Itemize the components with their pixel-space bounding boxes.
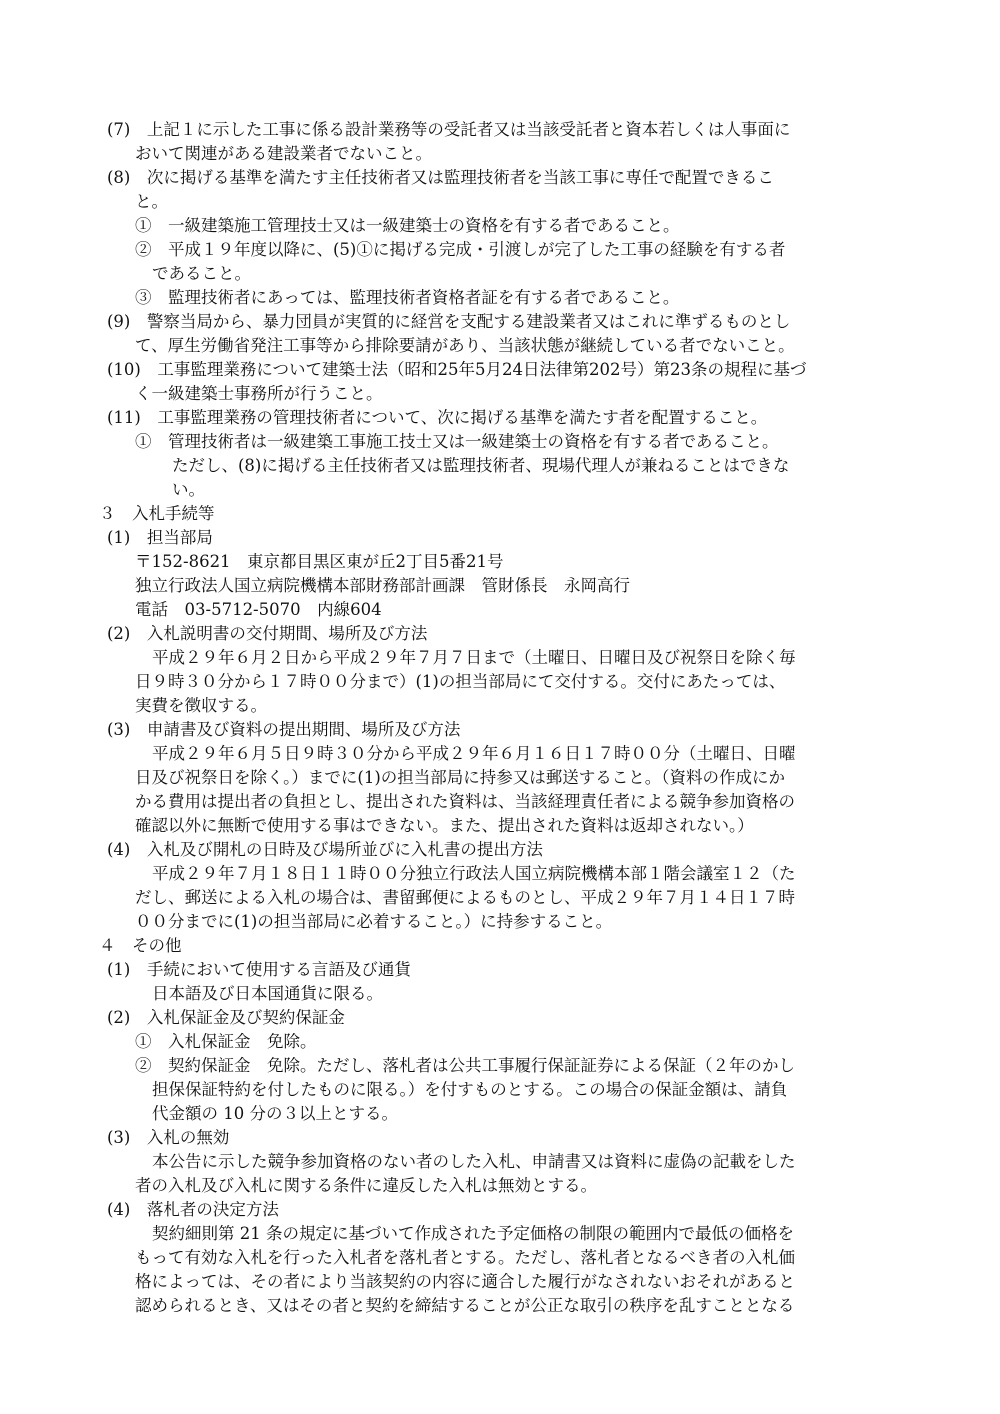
item-8-line-1: (8) 次に掲げる基準を満たす主任技術者又は監理技術者を当該工事に専任で配置できるこ (107, 168, 774, 187)
sec3-item-3-body-4: 確認以外に無断で使用する事はできない。また、提出された資料は返却されない。） (135, 816, 754, 835)
sec4-item-3-body-2: 者の入札及び入札に関する条件に違反した入札は無効とする。 (135, 1176, 597, 1195)
sec4-item-4-body-2: もって有効な入札を行った入札者を落札者とする。ただし、落札者となるべき者の入札価 (135, 1248, 795, 1267)
sec3-item-4-body-3: ００分までに(1)の担当部局に必着すること。）に持参すること。 (135, 912, 613, 931)
sec3-item-3-body-2: 日及び祝祭日を除く。）までに(1)の担当部局に持参又は郵送すること。（資料の作成にか (135, 768, 786, 787)
sec4-item-2-sub-2-line-3: 代金額の 10 分の３以上とする。 (152, 1104, 398, 1123)
item-10-line-1: (10) 工事監理業務について建築士法（昭和25年5月24日法律第202号）第23条の規程に基づ (107, 360, 807, 379)
item-8-sub-2-line-2: であること。 (152, 264, 251, 283)
item-11-sub-1-note-2: い。 (172, 480, 205, 499)
sec3-item-4-body-2: だし、郵送による入札の場合は、書留郵便によるものとし、平成２９年７月１４日１７時 (135, 888, 795, 907)
item-8-sub-1: ① 一級建築施工管理技士又は一級建築士の資格を有する者であること。 (135, 216, 680, 235)
sec3-contact-org: 独立行政法人国立病院機構本部財務部計画課 管財係長 永岡高行 (135, 576, 630, 595)
item-7-line-1: (7) 上記１に示した工事に係る設計業務等の受託者又は当該受託者と資本若しくは人事面に (107, 120, 791, 139)
sec4-item-2-sub-1: ① 入札保証金 免除。 (135, 1032, 317, 1051)
section-4-heading: ４ その他 (99, 936, 182, 955)
sec3-item-2-body-2: 日９時３０分から１７時００分まで）(1)の担当部局にて交付する。交付にあたっては、 (135, 672, 786, 691)
item-9-line-2: て、厚生労働省発注工事等から排除要請があり、当該状態が継続している者でないこと。 (135, 336, 795, 355)
sec3-item-4-heading: (4) 入札及び開札の日時及び場所並びに入札書の提出方法 (107, 840, 543, 859)
sec4-item-2-sub-2-line-1: ② 契約保証金 免除。ただし、落札者は公共工事履行保証証券による保証（２年のかし (135, 1056, 795, 1075)
sec4-item-1-body: 日本語及び日本国通貨に限る。 (152, 984, 383, 1003)
sec4-item-2-heading: (2) 入札保証金及び契約保証金 (107, 1008, 345, 1027)
sec3-item-3-heading: (3) 申請書及び資料の提出期間、場所及び方法 (107, 720, 461, 739)
sec3-item-3-body-1: 平成２９年６月５日９時３０分から平成２９年６月１６日１７時００分（土曜日、日曜 (152, 744, 796, 763)
sec4-item-2-sub-2-line-2: 担保保証特約を付したものに限る。）を付すものとする。この場合の保証金額は、請負 (152, 1080, 788, 1099)
sec3-item-2-body-3: 実費を徴収する。 (135, 696, 267, 715)
section-3-heading: ３ 入札手続等 (99, 504, 215, 523)
item-8-line-2: と。 (135, 192, 168, 211)
item-11-sub-1: ① 管理技術者は一級建築工事施工技士又は一級建築士の資格を有する者であること。 (135, 432, 779, 451)
item-8-sub-2-line-1: ② 平成１９年度以降に、(5)①に掲げる完成・引渡しが完了した工事の経験を有する者 (135, 240, 786, 259)
sec4-item-1-heading: (1) 手続において使用する言語及び通貨 (107, 960, 411, 979)
sec4-item-4-body-4: 認められるとき、又はその者と契約を締結することが公正な取引の秩序を乱すこととなる (135, 1296, 795, 1315)
sec4-item-3-body-1: 本公告に示した競争参加資格のない者のした入札、申請書又は資料に虚偽の記載をした (152, 1152, 796, 1171)
item-7-line-2: おいて関連がある建設業者でないこと。 (135, 144, 432, 163)
sec3-item-1-heading: (1) 担当部局 (107, 528, 213, 547)
sec4-item-4-heading: (4) 落札者の決定方法 (107, 1200, 279, 1219)
sec3-phone: 電話 03-5712-5070 内線604 (135, 600, 382, 619)
sec3-item-3-body-3: かる費用は提出者の負担とし、提出された資料は、当該経理責任者による競争参加資格の (135, 792, 795, 811)
sec4-item-4-body-1: 契約細則第 21 条の規定に基づいて作成された予定価格の制限の範囲内で最低の価格を (152, 1224, 794, 1243)
item-10-line-2: く一級建築士事務所が行うこと。 (135, 384, 383, 403)
sec3-address: 〒152-8621 東京都目黒区東が丘2丁目5番21号 (135, 552, 504, 571)
sec3-item-2-body-1: 平成２９年６月２日から平成２９年７月７日まで（土曜日、日曜日及び祝祭日を除く毎 (152, 648, 796, 667)
item-8-sub-3: ③ 監理技術者にあっては、監理技術者資格者証を有する者であること。 (135, 288, 680, 307)
item-9-line-1: (9) 警察当局から、暴力団員が実質的に経営を支配する建設業者又はこれに準ずるものとし (107, 312, 791, 331)
item-11-line-1: (11) 工事監理業務の管理技術者について、次に掲げる基準を満たす者を配置すること。 (107, 408, 768, 427)
sec4-item-3-heading: (3) 入札の無効 (107, 1128, 230, 1147)
item-11-sub-1-note-1: ただし、(8)に掲げる主任技術者又は監理技術者、現場代理人が兼ねることはできな (172, 456, 790, 475)
sec3-item-4-body-1: 平成２９年７月１８日１１時００分独立行政法人国立病院機構本部１階会議室１２（た (152, 864, 796, 883)
sec4-item-4-body-3: 格によっては、その者により当該契約の内容に適合した履行がなされないおそれがあると (135, 1272, 795, 1291)
sec3-item-2-heading: (2) 入札説明書の交付期間、場所及び方法 (107, 624, 428, 643)
